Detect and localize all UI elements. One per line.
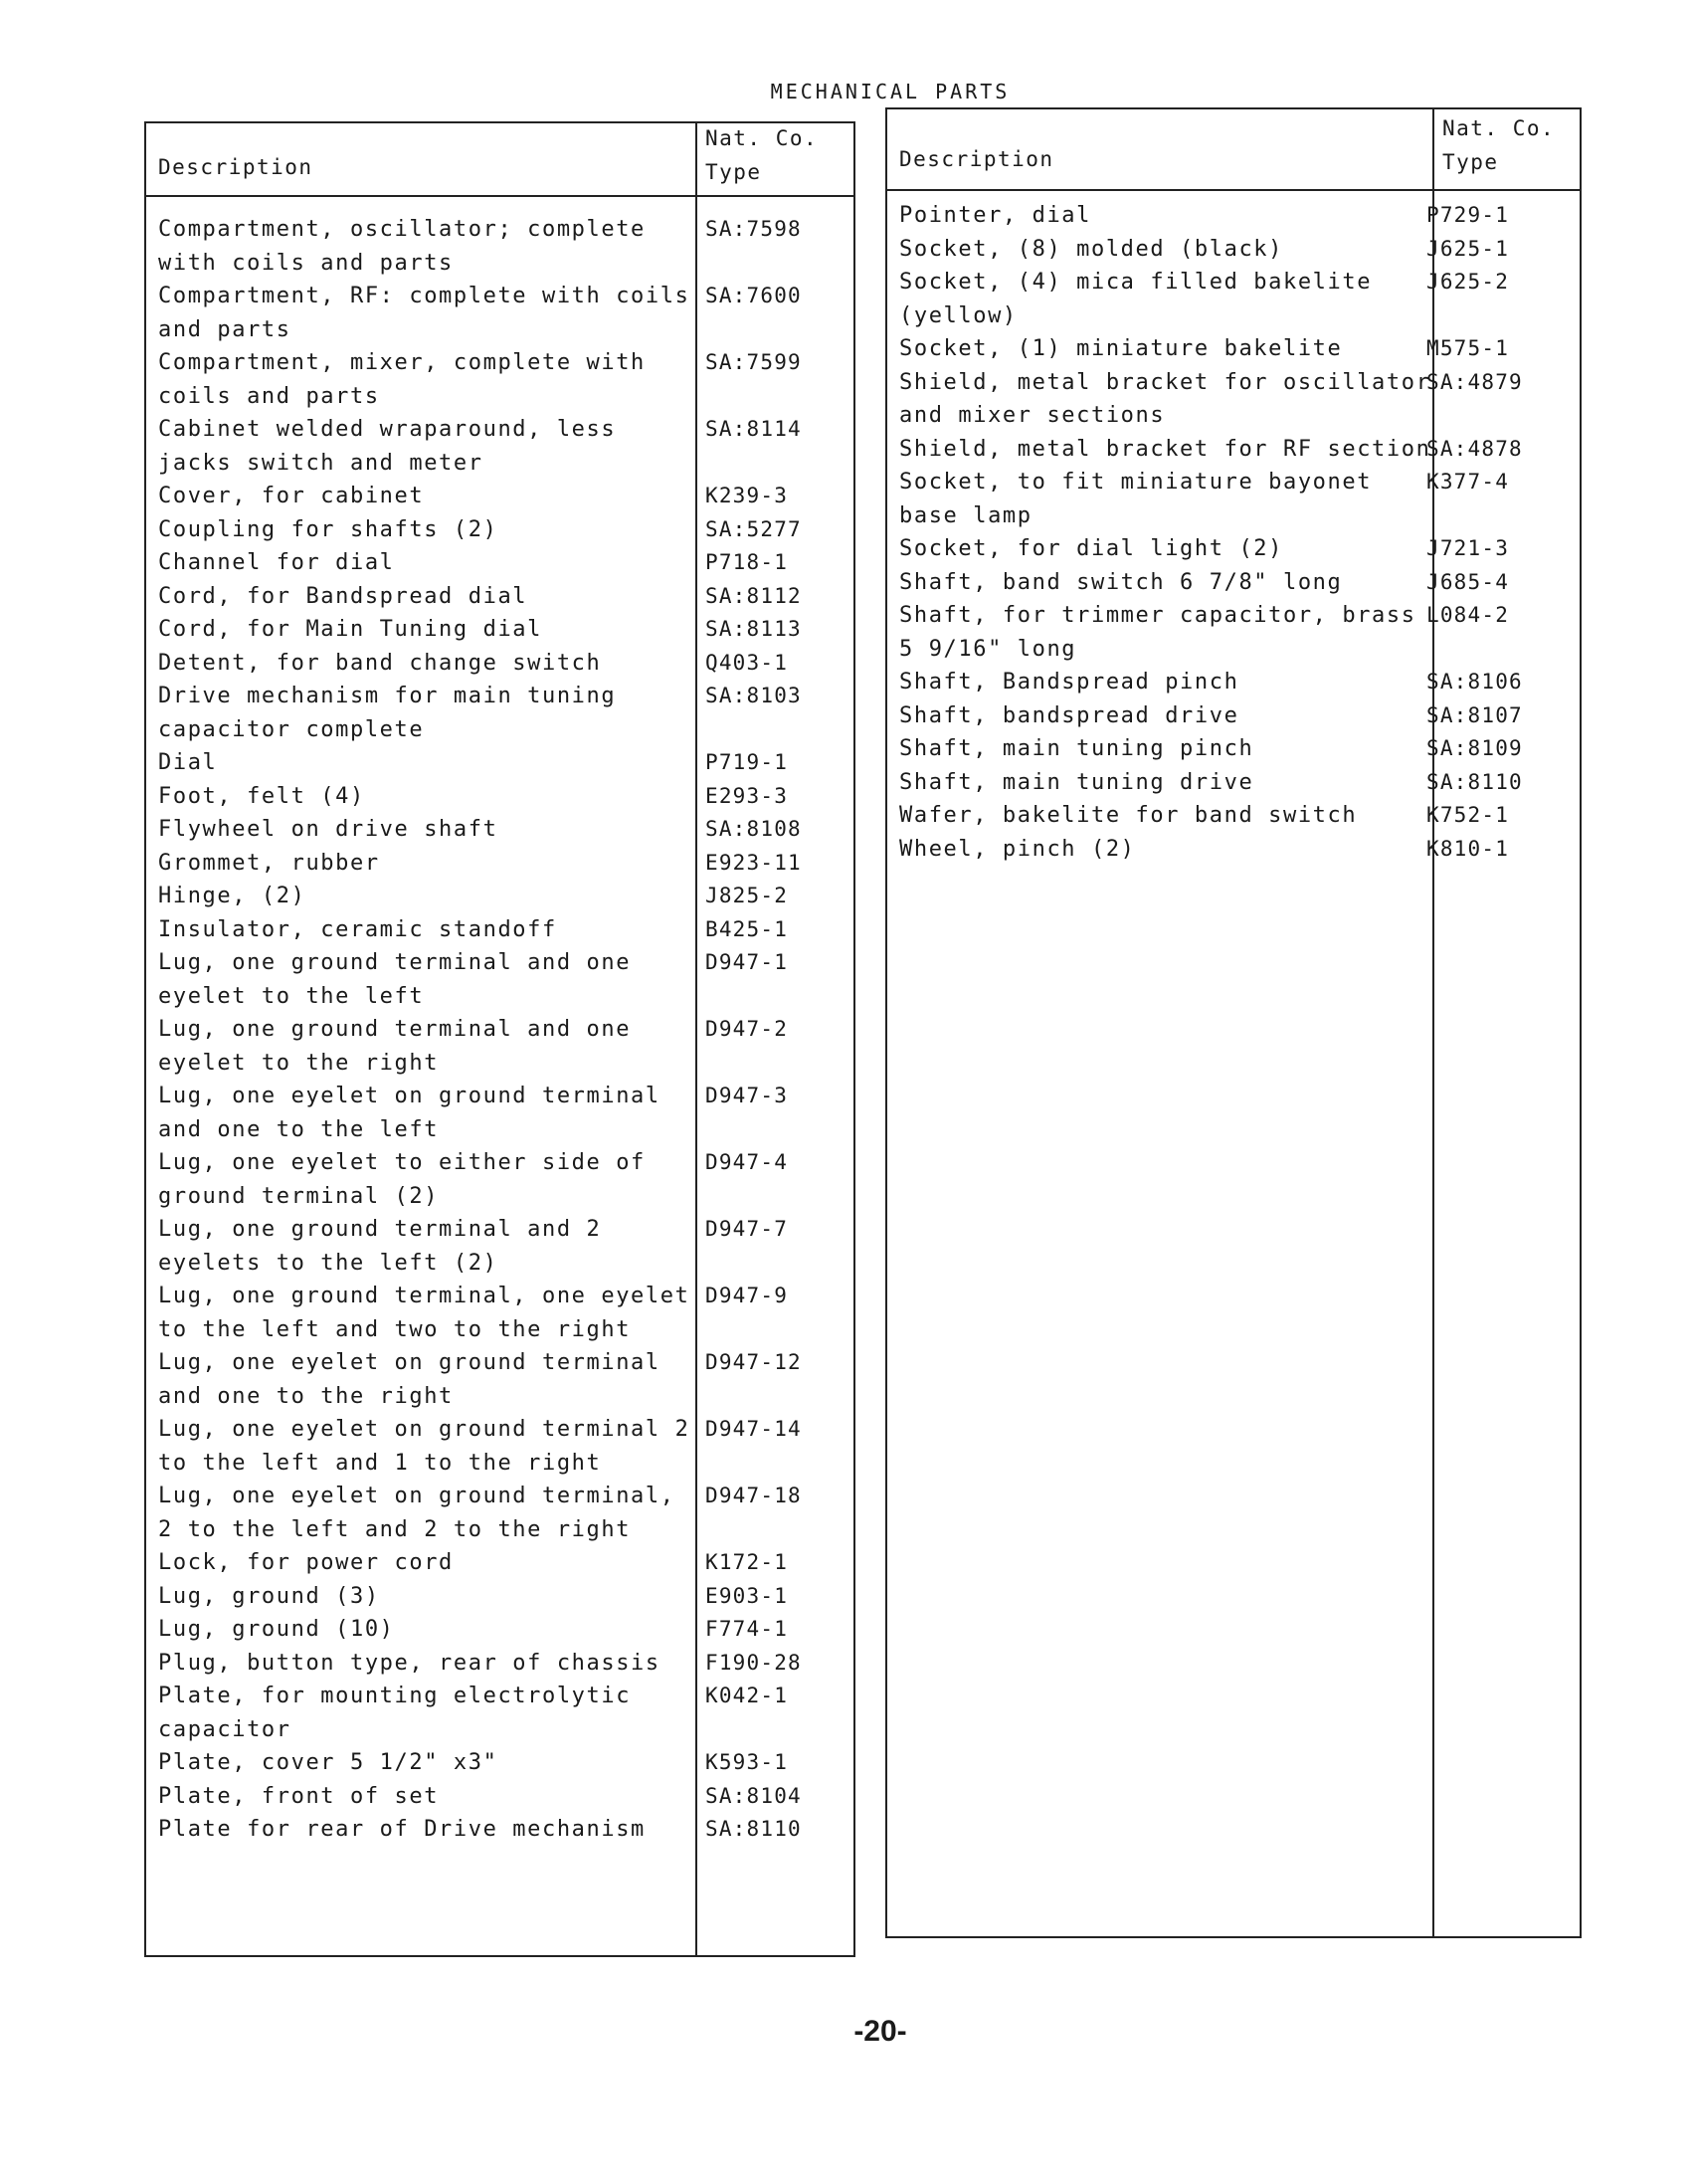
part-description: Dial (158, 750, 218, 775)
part-type-code: D947-4 (705, 1150, 789, 1174)
part-description: Compartment, mixer, complete with coils and parts (158, 350, 646, 409)
table-row (158, 1647, 854, 1681)
table-row (158, 880, 854, 913)
table-row (158, 780, 854, 814)
part-type-code: SA:8110 (1426, 769, 1523, 794)
table-row (899, 666, 1576, 699)
part-type-code: SA:8107 (1426, 702, 1523, 727)
table-row (158, 913, 854, 947)
table-row (158, 1613, 854, 1647)
part-description: Plate, for mounting electrolytic capacitor (158, 1684, 632, 1742)
part-description: Cabinet welded wraparound, less jacks switch and meter (158, 417, 617, 476)
part-type-code: F190-28 (705, 1650, 802, 1675)
part-description: Foot, felt (4) (158, 783, 365, 809)
part-description: Shaft, for trimmer capacitor, brass 5 9/16" long (899, 603, 1416, 662)
part-description: Lug, ground (10) (158, 1617, 395, 1642)
table-row (158, 1146, 854, 1213)
table-row (158, 1013, 854, 1080)
table-row (158, 946, 854, 1013)
part-type-code: J685-4 (1426, 569, 1510, 594)
part-type-code: D947-12 (705, 1350, 802, 1374)
part-description: Pointer, dial (899, 203, 1091, 228)
table-row (158, 680, 854, 746)
table-row (158, 580, 854, 614)
table-row (899, 433, 1576, 467)
table-row (899, 366, 1576, 433)
table-row (158, 1413, 854, 1480)
table-row (158, 1280, 854, 1346)
part-type-code: K810-1 (1426, 836, 1510, 861)
part-type-code: SA:8103 (705, 684, 802, 707)
header-type: Nat. Co. Type (705, 126, 819, 184)
part-type-code: E293-3 (705, 783, 789, 808)
table-row (158, 613, 854, 647)
table-row (899, 799, 1576, 833)
parts-list-left (158, 213, 854, 1847)
table-row (158, 1780, 854, 1814)
part-description: Socket, (1) miniature bakelite (899, 336, 1343, 361)
part-description: Shield, metal bracket for RF section (899, 436, 1431, 462)
table-row (899, 599, 1576, 666)
table-row (158, 1680, 854, 1746)
part-description: Cord, for Bandspread dial (158, 583, 528, 609)
parts-table-right (885, 107, 1582, 1938)
table-row (158, 280, 854, 346)
table-row (158, 813, 854, 847)
table-row (899, 699, 1576, 733)
part-description: Detent, for band change switch (158, 650, 602, 676)
part-type-code: K593-1 (705, 1750, 789, 1774)
page-number: -20- (853, 2015, 907, 2048)
part-description: Lug, ground (3) (158, 1583, 380, 1609)
part-type-code: J825-2 (705, 884, 789, 907)
part-type-code: J625-2 (1426, 270, 1510, 294)
table-row (158, 847, 854, 881)
table-row (158, 480, 854, 513)
part-type-code: SA:7600 (705, 284, 802, 307)
part-description: Socket, (8) molded (black) (899, 236, 1283, 262)
part-type-code: D947-2 (705, 1017, 789, 1041)
table-row (899, 566, 1576, 600)
part-type-code: SA:5277 (705, 516, 802, 541)
table-row (158, 1580, 854, 1614)
part-type-code: L084-2 (1426, 603, 1510, 627)
part-description: Channel for dial (158, 550, 395, 575)
part-description: Shaft, main tuning drive (899, 769, 1254, 795)
part-type-code: D947-9 (705, 1284, 789, 1307)
part-description: Socket, for dial light (2) (899, 536, 1283, 561)
part-description: Lug, one eyelet to either side of ground terminal (2) (158, 1150, 646, 1209)
part-type-code: K377-4 (1426, 470, 1510, 494)
part-description: Insulator, ceramic standoff (158, 916, 557, 942)
part-description: Socket, (4) mica filled bakelite (yellow) (899, 270, 1373, 328)
table-row (899, 732, 1576, 766)
table-row (158, 513, 854, 547)
parts-table-left (144, 121, 855, 1957)
part-description: Lock, for power cord (158, 1550, 454, 1575)
part-description: Lug, one ground terminal and 2 eyelets to the left (2) (158, 1217, 602, 1276)
table-row (158, 413, 854, 480)
part-type-code: P718-1 (705, 550, 789, 574)
part-description: Wheel, pinch (2) (899, 836, 1136, 862)
table-row (158, 213, 854, 280)
part-description: Compartment, RF: complete with coils and parts (158, 284, 690, 342)
table-row (899, 233, 1576, 267)
table-row (158, 1746, 854, 1780)
part-description: Cover, for cabinet (158, 484, 425, 508)
part-type-code: SA:8114 (705, 417, 802, 441)
part-description: Hinge, (2) (158, 884, 306, 908)
part-type-code: SA:4879 (1426, 369, 1523, 394)
header-description: Description (899, 147, 1054, 171)
part-type-code: P729-1 (1426, 203, 1510, 227)
part-description: Wafer, bakelite for band switch (899, 803, 1358, 828)
table-row (158, 647, 854, 681)
part-description: Lug, one eyelet on ground terminal 2 to the left and 1 to the right (158, 1417, 690, 1476)
part-description: Coupling for shafts (2) (158, 516, 498, 542)
part-type-code: B425-1 (705, 916, 789, 941)
part-type-code: K042-1 (705, 1684, 789, 1707)
part-type-code: D947-3 (705, 1084, 789, 1107)
part-description: Shaft, band switch 6 7/8" long (899, 569, 1343, 595)
part-description: Grommet, rubber (158, 850, 380, 876)
part-description: Shaft, Bandspread pinch (899, 670, 1239, 695)
part-description: Plate for rear of Drive mechanism (158, 1817, 646, 1842)
part-description: Shield, metal bracket for oscillator and mixer sections (899, 369, 1431, 428)
part-description: Lug, one ground terminal and one eyelet to the left (158, 950, 632, 1009)
part-type-code: M575-1 (1426, 336, 1510, 360)
header-divider (146, 195, 853, 197)
part-description: Compartment, oscillator; complete with coils and parts (158, 217, 646, 276)
part-type-code: D947-14 (705, 1417, 802, 1441)
table-row (899, 532, 1576, 566)
table-row (158, 1080, 854, 1146)
part-description: Plate, cover 5 1/2" x3" (158, 1750, 498, 1775)
part-type-code: SA:8109 (1426, 736, 1523, 760)
part-description: Plug, button type, rear of chassis (158, 1650, 660, 1676)
table-row (158, 1480, 854, 1546)
table-row (158, 546, 854, 580)
part-type-code: D947-7 (705, 1217, 789, 1241)
page-title: MECHANICAL PARTS (770, 80, 1011, 103)
parts-list-right (899, 199, 1576, 866)
part-type-code: K239-3 (705, 484, 789, 507)
part-type-code: J625-1 (1426, 236, 1510, 261)
part-type-code: E923-11 (705, 850, 802, 875)
part-type-code: SA:4878 (1426, 436, 1523, 461)
table-row (899, 833, 1576, 867)
part-description: Shaft, main tuning pinch (899, 736, 1254, 761)
part-description: Plate, front of set (158, 1783, 440, 1809)
table-row (899, 199, 1576, 233)
part-description: Lug, one ground terminal and one eyelet to the right (158, 1017, 632, 1076)
part-type-code: SA:8110 (705, 1817, 802, 1841)
part-description: Lug, one ground terminal, one eyelet to the left and two to the right (158, 1284, 690, 1342)
part-description: Lug, one eyelet on ground terminal and one to the left (158, 1084, 660, 1142)
part-description: Drive mechanism for main tuning capacitor complete (158, 684, 617, 742)
part-type-code: SA:8112 (705, 583, 802, 608)
part-description: Shaft, bandspread drive (899, 702, 1239, 728)
part-type-code: SA:8104 (705, 1783, 802, 1808)
part-type-code: SA:7599 (705, 350, 802, 374)
part-type-code: E903-1 (705, 1583, 789, 1608)
table-row (899, 766, 1576, 800)
part-type-code: Q403-1 (705, 650, 789, 675)
table-row (158, 746, 854, 780)
header-divider (887, 189, 1580, 191)
part-description: Socket, to fit miniature bayonet base lamp (899, 470, 1373, 528)
table-row (158, 1213, 854, 1280)
part-type-code: K172-1 (705, 1550, 789, 1574)
part-type-code: SA:7598 (705, 217, 802, 241)
part-type-code: J721-3 (1426, 536, 1510, 560)
table-row (158, 1346, 854, 1413)
part-type-code: D947-1 (705, 950, 789, 974)
header-description: Description (158, 155, 313, 179)
part-description: Flywheel on drive shaft (158, 817, 498, 842)
table-row (158, 1546, 854, 1580)
header-type: Nat. Co. Type (1442, 116, 1556, 174)
table-row (899, 466, 1576, 532)
part-description: Lug, one eyelet on ground terminal and one to the right (158, 1350, 660, 1409)
table-row (899, 266, 1576, 332)
part-type-code: K752-1 (1426, 803, 1510, 827)
part-description: Lug, one eyelet on ground terminal, 2 to the left and 2 to the right (158, 1484, 675, 1542)
part-type-code: D947-18 (705, 1484, 802, 1507)
part-type-code: SA:8106 (1426, 670, 1523, 694)
part-type-code: SA:8108 (705, 817, 802, 841)
part-type-code: SA:8113 (705, 617, 802, 641)
table-row (899, 332, 1576, 366)
part-type-code: F774-1 (705, 1617, 789, 1641)
part-type-code: P719-1 (705, 750, 789, 774)
table-row (158, 346, 854, 413)
part-description: Cord, for Main Tuning dial (158, 617, 542, 642)
table-row (158, 1813, 854, 1847)
